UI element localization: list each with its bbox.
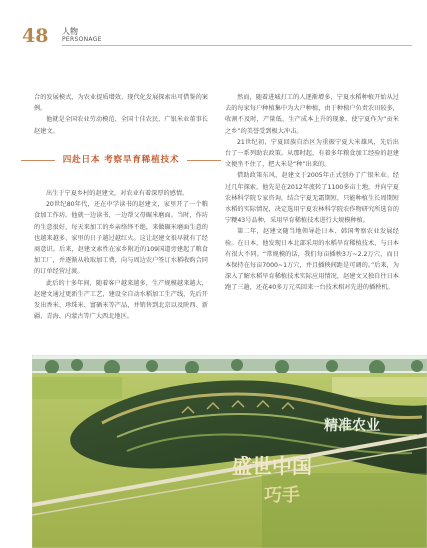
body-paragraph: 此后的十多年间，随着客户越来越多，生产规模越来越大，赵建文通过更新生产工艺，建设全自动水稻加工生产线，先后开发出香米、珍珠米、富硒米等产品，并销售到北京以及陕西、新疆、青海、内蒙古等广大西北地区。	[34, 279, 208, 321]
right-column	[225, 92, 399, 294]
rice-field-art-photo	[32, 355, 427, 548]
section-title-cn: 人物	[62, 27, 78, 36]
body-paragraph: 然而，随着进城打工的人逐渐增多，宁夏水稻种植开始从过去的每家每户种植集中为大户种植，由于种植户负责农田较多，收割不及时，产量低、生产成本上升的现象，使宁夏作为“贡米之乡”的美誉受到极大冲击。	[225, 94, 399, 135]
body-paragraph: 合的发展模式，为农业提质增效、现代化发展探索出可借鉴的案例。	[34, 94, 208, 113]
field-art-text-1: 精准农业	[324, 418, 380, 434]
section-headline-block	[34, 155, 208, 166]
page-number: 48	[22, 25, 49, 47]
body-paragraph: 20世纪80年代，还在中学读书的赵建文，家里开了一个粮食加工作坊。他就一边读书，一边帮父母碾米磨面。当时，作坊的生意很好，每天来加工的乡亲络绎不绝，来做碾米磨面生意的也越来越多，家里的日子越过越红火。这让赵建文很早就有了经商意识。后来，赵建文索性在家乡附近的109国道旁建起了粮食加工厂，并逐渐从收取加工费，向与周边农户签订水稻收购合同的订单经营过渡。	[34, 201, 208, 276]
left-column	[34, 92, 208, 322]
body-paragraph: 他就是全国农业劳动模范、全国十佳农民、广银米业董事长赵建文。	[34, 116, 208, 135]
body-paragraph: 出生于宁夏乡村的赵建文，对农业有着深厚的感情。	[46, 190, 189, 198]
body-paragraph: 第二年，赵建文随当地领导赴日本、韩国考察农业发展经验。在日本，他发现日本北部采用的水稻旱育稀植技术，与日本有很大不同。“常规模的话，我们每亩插秧3万~2.2万穴，而日本保持在每亩7000~1万穴，并且插秧间距是可调的。”后来，为深入了解水稻旱育稀植技术实际应用情况，赵建文又独自往日本跑了三趟，还花40多万元买回来一台技术相对先进的插秧机。	[225, 228, 399, 292]
body-paragraph: 21世纪初，宁夏回族自治区为重振宁夏大米雄风，先后出台了一系列助农政策。从那时起，有着多年粮食加工经验的赵建文便坐不住了，把大米是“种”出来的。	[225, 138, 399, 169]
field-art-text-3: 巧手	[264, 485, 300, 506]
rice-field-art-image	[32, 355, 427, 548]
field-art-text-2: 盛世中国	[232, 454, 312, 478]
body-paragraph: 借助政策东风，赵建文于2005年正式创办了广银米业。经过几年探索，他先是在2012年流转了1100多亩土地，并向宁夏农林科学院专家咨询，结合宁夏无霜期短，只能种植生长周期短水稻的实际情况，决定选用宁夏农林科学院农作物研究所选育的宁粳43号品种，采用旱育稀植技术进行大规模种植。	[225, 172, 399, 225]
section-headline: 四赴日本 考察旱育稀植技术	[62, 154, 180, 165]
section-title-en: PERSONAGE	[62, 36, 102, 43]
page-header	[22, 26, 412, 46]
header-divider	[62, 45, 412, 46]
